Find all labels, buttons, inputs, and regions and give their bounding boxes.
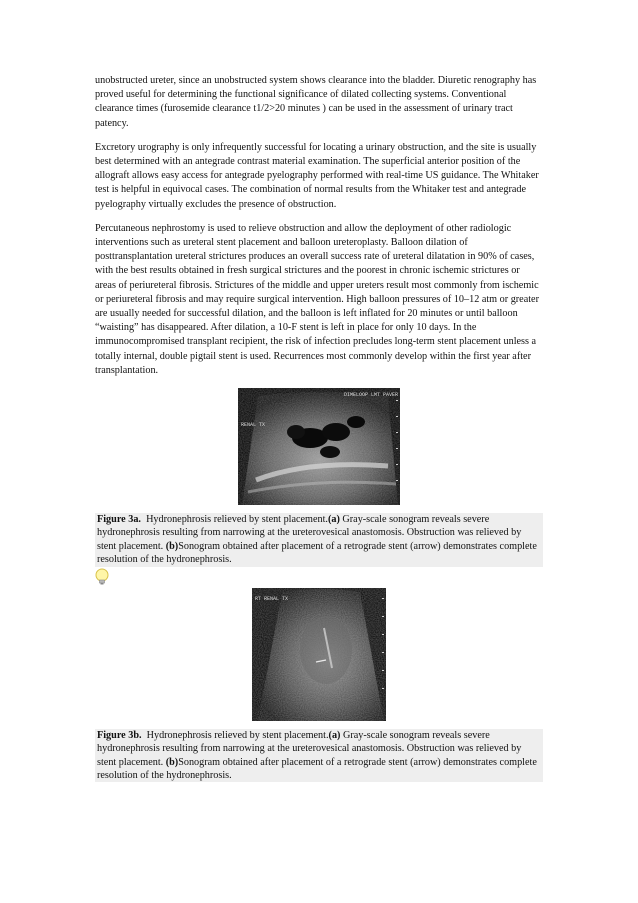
figure-3b-part-a-text: Gray-scale sonogram reveals severe hydronephrosis resulting from narrowing at the ureterovesical anastomosis. Obstruction was relieved by stent placement. (97, 729, 522, 768)
figure-3b-part-b-label: (b) (165, 756, 179, 768)
figure-3b-title: Hydronephrosis relieved by stent placement. (146, 729, 329, 741)
figure-3a-part-b-label: (b) (165, 540, 179, 552)
figure-3b-caption (95, 729, 543, 783)
paragraph-percutaneous-nephrostomy: Percutaneous nephrostomy is used to relieve obstruction and allow the deployment of other radiologic interventions such as ureteral stent placement and balloon ureteroplasty. Balloon dilation of posttransplantation ureteral strictures produces an overall success rate of ureteral dilatation in 90% of cases, with the best results obtained in fresh surgical strictures and the poorest in chronic ischemic strictures or areas of periureteral fibrosis. Strictures of the middle and upper ureters result most commonly from ischemic or periureteral fibrosis and may require surgical intervention. High balloon pressures of 10–12 atm or greater are usually needed for successful dilation, and the balloon is left inflated for 20 minutes or until balloon “waisting” has disappeared. After dilation, a 10-F stent is left in place for only 10 days. In the immunocompromised transplant recipient, the risk of infection precludes long-term stent placement unless a totally internal, double pigtail stent is used. Recurrences most commonly develop within the first year after transplantation. (95, 222, 539, 376)
figure-3a-title: Hydronephrosis relieved by stent placement. (146, 514, 328, 526)
figure-3a-part-a-text: Gray-scale sonogram reveals severe hydronephrosis resulting from narrowing at the ureterovesical anastomosis. Obstruction was relieved by stent placement. (97, 514, 522, 552)
figure-3b-part-a-label: (a) (328, 729, 341, 741)
figure-3a-overlay-left: RENAL TX (241, 422, 266, 429)
lightbulb-icon[interactable] (95, 568, 109, 586)
figure-3a-overlay-right: DIMELOOP LMT PAVER (344, 392, 399, 399)
document-page (95, 74, 543, 782)
figure-3a-label: Figure 3a. (97, 514, 141, 526)
paragraph-renography: unobstructed ureter, since an unobstructed system shows clearance into the bladder. Diuretic renography has proved useful for determining the functional significance of dilated collecting systems. Conventional clearance times (furosemide clearance t1/2>20 minutes ) can be used in the assessment of urinary tract patency. (95, 75, 537, 129)
figure-3b-image (252, 588, 386, 721)
figure-3a-part-b-text: Sonogram obtained after placement of a retrograde stent (arrow) demonstrates complete resolution of the hydronephrosis. (97, 540, 537, 566)
paragraph-excretory-urography: Excretory urography is only infrequently successful for locating a urinary obstruction, and the site is usually best determined with an antegrade contrast material examination. The superficial anterior position of the allograft allows easy access for antegrade pyelography performed with real-time US guidance. The Whitaker test is helpful in equivocal cases. The combination of normal results from the Whitaker test and antegrade pyelography virtually excludes the presence of obstruction. (95, 141, 539, 210)
figure-3a-caption (95, 513, 543, 567)
figure-3b-part-b-text: Sonogram obtained after placement of a retrograde stent (arrow) demonstrates complete resolution of the hydronephrosis. (97, 756, 537, 781)
figure-3a-part-a-label: (a) (327, 514, 340, 526)
figure-3b-overlay-left: RT RENAL TX (255, 595, 289, 602)
figure-3a-image (238, 388, 400, 505)
figure-3b-label: Figure 3b. (97, 729, 142, 741)
